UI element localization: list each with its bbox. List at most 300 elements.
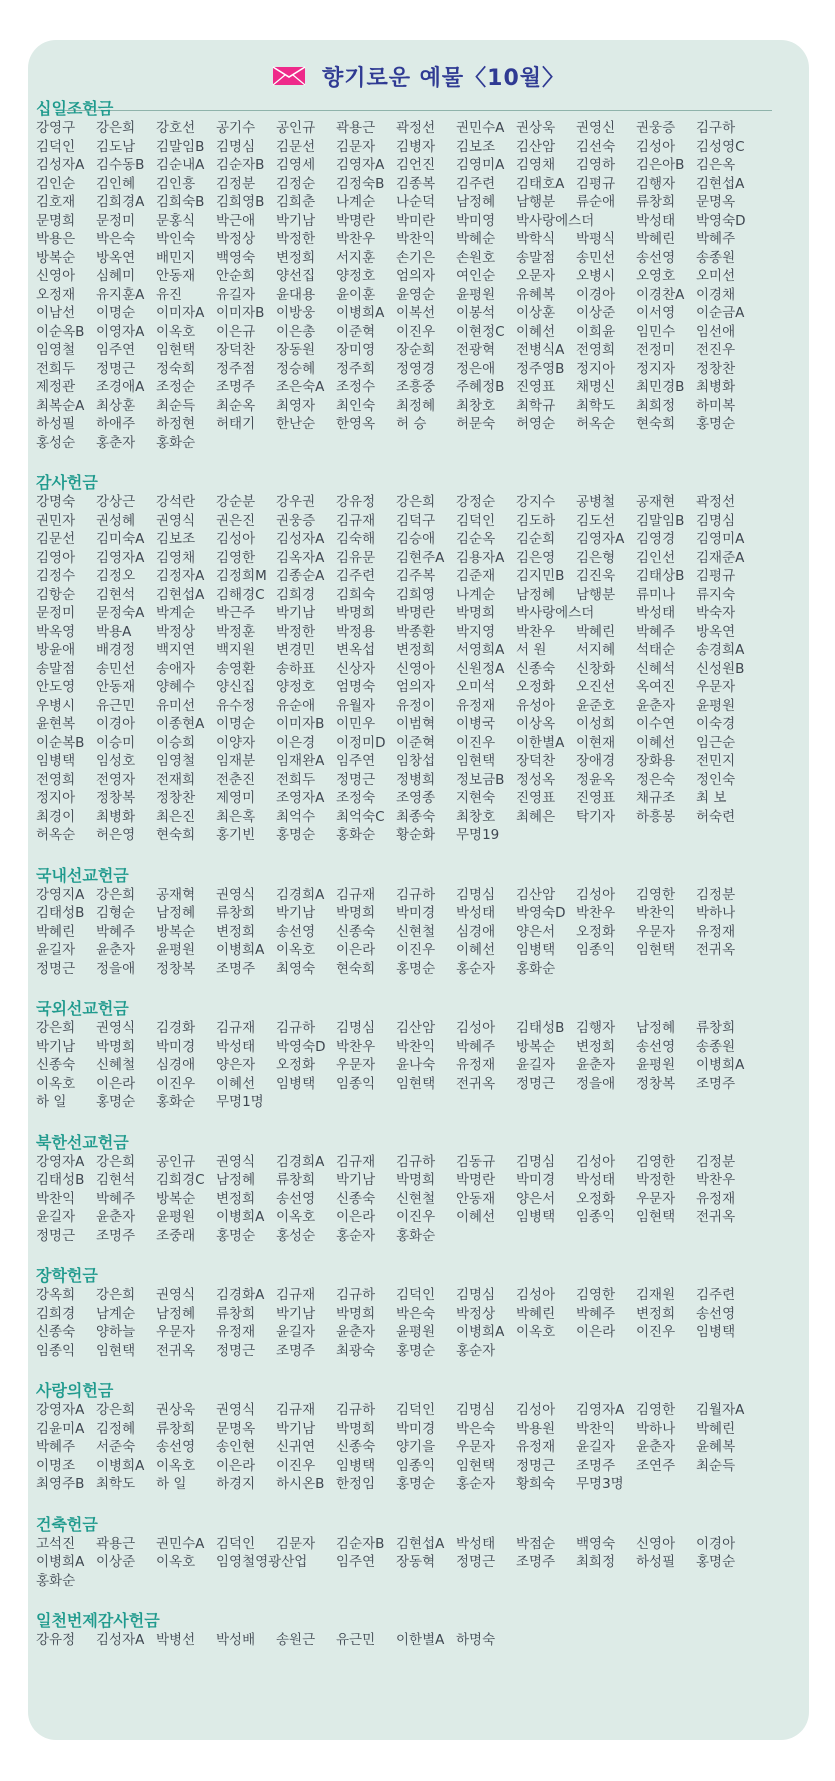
donor-name: 박사랑에스더 xyxy=(516,212,595,229)
donor-name: 김산암 xyxy=(516,886,556,903)
donor-name: 안동재 xyxy=(96,679,136,695)
donor-name: 송종원 xyxy=(696,1038,736,1055)
donor-name: 김영한 xyxy=(636,886,676,903)
donor-name: 김규하 xyxy=(276,1020,316,1036)
donor-name: 김성아 xyxy=(636,138,676,155)
donor-name: 이경아 xyxy=(576,286,616,303)
donor-name: 서영희A xyxy=(456,642,505,658)
donor-name: 오정화 xyxy=(516,679,556,695)
donor-name: 김명심 xyxy=(216,138,256,155)
donor-name: 홍명순 xyxy=(396,960,436,977)
donor-name: 박병선 xyxy=(156,1632,196,1648)
donor-name: 정주희 xyxy=(336,360,376,377)
donor-name: 김순희 xyxy=(516,531,556,547)
donor-name: 김문선 xyxy=(36,531,76,547)
donor-name: 박기남 xyxy=(36,1038,76,1055)
donor-name: 장동원 xyxy=(276,342,316,358)
donor-name: 심경애 xyxy=(456,923,496,940)
donor-name: 박혜주 xyxy=(456,1038,496,1055)
donor-name: 송선영 xyxy=(276,923,316,940)
donor-name: 윤춘자 xyxy=(576,1057,616,1073)
donor-name: 박혜린 xyxy=(696,1420,736,1437)
donor-name: 서 원 xyxy=(516,642,547,658)
donor-name: 류미나 xyxy=(636,586,676,603)
name-list xyxy=(36,1535,756,1591)
donor-name: 김덕인 xyxy=(216,1535,256,1552)
donor-name: 심경애 xyxy=(156,1057,196,1073)
donor-name: 박미영 xyxy=(456,212,496,229)
donor-name: 송하표 xyxy=(276,660,316,677)
donor-name: 조영종 xyxy=(396,790,436,806)
donor-name: 정성옥 xyxy=(516,771,556,788)
donor-name: 임현택 xyxy=(96,1342,136,1359)
donor-name: 변정희 xyxy=(216,1190,256,1207)
donor-name: 나계순 xyxy=(456,586,496,603)
donor-name: 이영자A xyxy=(96,323,145,340)
donor-name: 이봉석 xyxy=(456,305,496,321)
donor-name: 최영숙 xyxy=(276,960,316,977)
donor-name: 조명주 xyxy=(696,1075,736,1092)
section-title: 사랑의헌금 xyxy=(36,1381,114,1400)
donor-name: 박용A xyxy=(96,623,132,640)
offering-section xyxy=(36,1267,756,1360)
donor-name: 강호선 xyxy=(156,120,196,136)
donor-name: 김명심 xyxy=(456,886,496,903)
donor-name: 박명희 xyxy=(336,1420,376,1437)
donor-name: 김재원 xyxy=(636,1287,676,1303)
donor-name: 김경화A xyxy=(216,1287,265,1303)
donor-name: 하경지 xyxy=(216,1476,256,1492)
donor-name: 오미선 xyxy=(696,268,736,284)
donor-name: 이은라 xyxy=(576,1324,616,1340)
donor-name: 변옥섭 xyxy=(336,642,376,658)
donor-name: 우문자 xyxy=(456,1439,496,1455)
donor-name: 김말임B xyxy=(636,512,685,529)
donor-name: 이진우 xyxy=(396,1209,436,1225)
donor-name: 박은숙 xyxy=(456,1420,496,1437)
donor-name: 임현택 xyxy=(396,1075,436,1092)
donor-name: 김태상B xyxy=(636,568,685,584)
donor-name: 이옥호 xyxy=(276,942,316,958)
donor-name: 이진우 xyxy=(636,1324,676,1340)
donor-name: 유정재 xyxy=(696,923,736,940)
donor-name: 권영신 xyxy=(576,120,616,136)
donor-name: 김경희A xyxy=(276,1153,325,1170)
donor-name: 김종순A xyxy=(276,568,325,584)
donor-name: 이진우 xyxy=(396,942,436,958)
donor-name: 이혜선 xyxy=(636,734,676,751)
donor-name: 김규하 xyxy=(396,1153,436,1170)
donor-name: 박찬익 xyxy=(396,1038,436,1055)
donor-name: 이정미D xyxy=(336,734,386,751)
donor-name: 최영자 xyxy=(276,397,316,414)
donor-name: 권성혜 xyxy=(96,512,136,529)
donor-name: 윤길자 xyxy=(276,1324,316,1340)
donor-name: 조흥중 xyxy=(396,379,436,395)
donor-name: 송인현 xyxy=(216,1439,256,1455)
donor-name: 윤춘자 xyxy=(636,697,676,714)
donor-name: 신현철 xyxy=(396,1190,436,1207)
donor-name: 변정희 xyxy=(636,1305,676,1322)
donor-name: 임병택 xyxy=(696,1324,736,1340)
donor-name: 박성태 xyxy=(456,905,496,921)
donor-name: 김현석 xyxy=(96,1172,136,1188)
donor-name: 김인흥 xyxy=(156,175,196,192)
donor-name: 양하늘 xyxy=(96,1324,136,1340)
donor-name: 김태호A xyxy=(516,175,565,192)
donor-name: 홍순자 xyxy=(456,1476,496,1492)
donor-name: 이병희A xyxy=(336,305,385,321)
donor-name: 유정재 xyxy=(216,1324,256,1340)
donor-name: 임종익 xyxy=(396,1457,436,1474)
donor-name: 김정분 xyxy=(696,886,736,903)
donor-name: 임병택 xyxy=(276,1075,316,1092)
donor-name: 이은라 xyxy=(336,942,376,958)
donor-name: 서지혜 xyxy=(576,642,616,658)
donor-name: 강은희 xyxy=(96,1153,136,1170)
donor-name: 양혜수 xyxy=(156,679,196,695)
donor-name: 박정용 xyxy=(336,623,376,640)
donor-name: 심혜미 xyxy=(96,268,136,284)
donor-name: 김규하 xyxy=(336,1287,376,1303)
donor-name: 김정혜 xyxy=(96,1420,136,1437)
donor-name: 강영자A xyxy=(36,1153,85,1170)
donor-name: 고석진 xyxy=(36,1535,76,1552)
donor-name: 홍순자 xyxy=(456,1342,496,1359)
donor-name: 김진욱 xyxy=(576,568,616,584)
donor-name: 김정자A xyxy=(156,568,205,584)
donor-name: 권영식 xyxy=(96,1020,136,1036)
donor-name: 류지숙 xyxy=(696,586,736,603)
donor-name: 박하나 xyxy=(696,905,736,921)
donor-name: 김순자B xyxy=(216,157,265,173)
donor-name: 남계순 xyxy=(96,1305,136,1322)
donor-name: 이승희 xyxy=(156,734,196,751)
donor-name: 류창희 xyxy=(636,194,676,210)
donor-name: 김현석 xyxy=(96,586,136,603)
section-title: 건축헌금 xyxy=(36,1514,98,1534)
donor-name: 이미자B xyxy=(216,305,265,321)
donor-name: 이은라 xyxy=(96,1075,136,1092)
donor-name: 김도남 xyxy=(96,138,136,155)
donor-name: 최복순A xyxy=(36,397,85,414)
donor-name: 최은혹 xyxy=(216,808,256,825)
donor-name: 김규재 xyxy=(216,1020,256,1036)
donor-name: 엄명숙 xyxy=(336,679,376,695)
donor-name: 전진우 xyxy=(696,342,736,358)
donor-name: 김해경C xyxy=(216,586,265,603)
donor-name: 김문선 xyxy=(276,138,316,155)
donor-name: 임종익 xyxy=(576,1209,616,1225)
donor-name: 김보조 xyxy=(156,531,196,547)
donor-name: 홍순자 xyxy=(456,960,496,977)
donor-name: 류창희 xyxy=(216,905,256,921)
donor-name: 최혜은 xyxy=(516,808,556,825)
donor-name: 강순분 xyxy=(216,494,256,510)
donor-name: 김규재 xyxy=(336,512,376,529)
donor-name: 김정순 xyxy=(276,175,316,192)
donor-name: 박혜린 xyxy=(576,623,616,640)
page-title: 향기로운 예물〈10월〉 xyxy=(321,65,566,91)
donor-name: 김주복 xyxy=(396,568,436,584)
donor-name: 김영세 xyxy=(276,157,316,173)
donor-name: 우병시 xyxy=(36,697,76,714)
donor-name: 김문자 xyxy=(336,138,376,155)
donor-name: 박찬우 xyxy=(696,1172,736,1188)
donor-name: 최순옥 xyxy=(216,397,256,414)
donor-name: 변경민 xyxy=(276,642,316,658)
donor-name: 홍명순 xyxy=(216,1227,256,1244)
donor-name: 문홍식 xyxy=(156,212,196,229)
donor-name: 김영채 xyxy=(516,157,556,173)
donor-name: 김유문 xyxy=(336,549,376,566)
name-list xyxy=(36,1019,756,1112)
donor-name: 최창호 xyxy=(456,397,496,414)
donor-name: 남정혜 xyxy=(156,905,196,921)
donor-name: 박찬익 xyxy=(36,1190,76,1207)
donor-name: 강옥희 xyxy=(36,1287,76,1303)
donor-name: 윤현복 xyxy=(36,716,76,732)
donor-name: 신종숙 xyxy=(36,1057,76,1073)
donor-name: 송말점 xyxy=(36,660,76,677)
donor-name: 탁기자 xyxy=(576,808,616,825)
donor-name: 김명심 xyxy=(456,1287,496,1303)
donor-name: 박찬익 xyxy=(636,905,676,921)
donor-name: 변정희 xyxy=(576,1038,616,1055)
offering-section xyxy=(36,100,756,452)
donor-name: 권민자 xyxy=(36,512,76,529)
donor-name: 박성태 xyxy=(456,1535,496,1552)
donor-name: 전춘진 xyxy=(216,771,256,788)
donor-name: 조정순 xyxy=(156,379,196,395)
donor-name: 윤이훈 xyxy=(336,286,376,303)
donor-name: 남정혜 xyxy=(636,1020,676,1036)
donor-name: 김인순 xyxy=(36,175,76,192)
donor-name: 이순옥B xyxy=(36,323,85,340)
donor-name: 김정분 xyxy=(696,1153,736,1170)
donor-name: 이복선 xyxy=(396,305,436,321)
donor-name: 지현숙 xyxy=(456,790,496,806)
donor-name: 김행자 xyxy=(636,175,676,192)
donor-name: 윤혜복 xyxy=(696,1439,736,1455)
name-list xyxy=(36,1631,756,1650)
donor-name: 김희경C xyxy=(156,1172,205,1188)
donor-name: 윤춘자 xyxy=(96,1209,136,1225)
donor-name: 전정미 xyxy=(636,342,676,358)
donor-name: 박미경 xyxy=(516,1172,556,1188)
donor-name: 임종익 xyxy=(336,1075,376,1092)
donor-name: 홍화순 xyxy=(336,827,376,843)
donor-name: 양정호 xyxy=(336,268,376,284)
donor-name: 김덕인 xyxy=(456,512,496,529)
donor-name: 권영식 xyxy=(216,1402,256,1418)
donor-name: 류창희 xyxy=(156,1420,196,1437)
donor-name: 오정재 xyxy=(36,286,76,303)
offering-section xyxy=(36,1612,756,1650)
donor-name: 박찬우 xyxy=(336,231,376,247)
donor-name: 임현택 xyxy=(156,342,196,358)
donor-name: 전재희 xyxy=(156,771,196,788)
donor-name: 박은숙 xyxy=(396,1305,436,1322)
donor-name: 남정혜 xyxy=(516,586,556,603)
donor-name: 최창호 xyxy=(456,808,496,825)
donor-name: 진영표 xyxy=(576,790,616,806)
donor-name: 이상옥 xyxy=(516,716,556,732)
donor-name: 박사랑에스더 xyxy=(516,605,595,621)
donor-name: 우문자 xyxy=(156,1324,196,1340)
donor-name: 무명1명 xyxy=(216,1094,264,1110)
donor-name: 오정화 xyxy=(576,1190,616,1207)
donor-name: 김주련 xyxy=(336,568,376,584)
donor-name: 문명옥 xyxy=(696,194,736,210)
donor-name: 박명희 xyxy=(396,1172,436,1188)
donor-name: 이양자 xyxy=(216,734,256,751)
donor-name: 최종숙 xyxy=(396,808,436,825)
donor-name: 백영숙 xyxy=(576,1535,616,1552)
donor-name: 김동규 xyxy=(456,1153,496,1170)
donor-name: 하 일 xyxy=(36,1094,67,1110)
donor-name: 김성아 xyxy=(216,531,256,547)
donor-name: 박정상 xyxy=(216,231,256,247)
donor-name: 박명란 xyxy=(396,605,436,621)
donor-name: 박정한 xyxy=(636,1172,676,1188)
donor-name: 하미복 xyxy=(696,397,736,414)
donor-name: 홍화순 xyxy=(156,434,196,451)
donor-name: 정명근 xyxy=(456,1554,496,1570)
donor-name: 김순내A xyxy=(156,157,205,173)
donor-name: 임영철영광산업 xyxy=(216,1554,308,1570)
donor-name: 윤나숙 xyxy=(396,1057,436,1073)
donor-name: 조영자A xyxy=(276,790,325,806)
donor-name: 정을애 xyxy=(576,1075,616,1092)
donor-name: 홍명순 xyxy=(396,1342,436,1359)
name-list xyxy=(36,1153,756,1246)
donor-name: 임민수 xyxy=(636,323,676,340)
donor-name: 하성필 xyxy=(636,1554,676,1570)
donor-name: 신원정A xyxy=(456,660,505,677)
donor-name: 최학규 xyxy=(516,397,556,414)
donor-name: 김준재 xyxy=(456,568,496,584)
donor-name: 김영자A xyxy=(576,531,625,547)
donor-name: 권영식 xyxy=(216,1153,256,1170)
donor-name: 김경희A xyxy=(276,886,325,903)
donor-name: 정은숙 xyxy=(636,771,676,788)
donor-name: 권상욱 xyxy=(516,120,556,136)
donor-name: 박영숙D xyxy=(696,212,746,229)
donor-name: 이순금A xyxy=(696,305,745,321)
donor-name: 박성배 xyxy=(216,1632,256,1648)
donor-name: 나계순 xyxy=(336,194,376,210)
donor-name: 이준혁 xyxy=(396,734,436,751)
donor-name: 김수동B xyxy=(96,157,145,173)
donor-name: 임영철 xyxy=(156,753,196,769)
donor-name: 전귀옥 xyxy=(156,1342,196,1359)
donor-name: 이진우 xyxy=(276,1457,316,1474)
donor-name: 강은희 xyxy=(96,1287,136,1303)
donor-name: 류창희 xyxy=(216,1305,256,1322)
donor-name: 변정희 xyxy=(276,249,316,266)
donor-name: 주혜정B xyxy=(456,379,505,395)
donor-name: 김순자B xyxy=(336,1535,385,1552)
donor-name: 이경찬A xyxy=(636,286,685,303)
donor-name: 양은자 xyxy=(216,1057,256,1073)
donor-name: 오정화 xyxy=(276,1057,316,1073)
donor-name: 전영희 xyxy=(36,771,76,788)
donor-name: 채규조 xyxy=(636,790,676,806)
donor-name: 김정오 xyxy=(96,568,136,584)
donor-name: 이진우 xyxy=(396,323,436,340)
donor-name: 이혜선 xyxy=(216,1075,256,1092)
donor-name: 석태순 xyxy=(636,642,676,658)
donor-name: 조정수 xyxy=(336,379,376,395)
donor-name: 옥여진 xyxy=(636,679,676,695)
donor-name: 조연주 xyxy=(636,1457,676,1474)
donor-name: 신영아 xyxy=(396,660,436,677)
donor-name: 김월자A xyxy=(696,1402,745,1418)
donor-name: 임영철 xyxy=(36,342,76,358)
donor-name: 이옥호 xyxy=(156,1457,196,1474)
donor-name: 정영경 xyxy=(396,360,436,377)
donor-name: 이한별A xyxy=(396,1632,445,1648)
donor-name: 황희숙 xyxy=(516,1476,556,1492)
donor-name: 정윤옥 xyxy=(576,771,616,788)
donor-name: 공병철 xyxy=(576,494,616,510)
donor-name: 김희영B xyxy=(216,194,265,210)
donor-name: 유정재 xyxy=(456,697,496,714)
donor-name: 허영순 xyxy=(516,416,556,432)
offering-section xyxy=(36,1382,756,1494)
donor-name: 윤평원 xyxy=(156,1209,196,1225)
donor-name: 권영식 xyxy=(216,886,256,903)
donor-name: 임종익 xyxy=(576,942,616,958)
donor-name: 신상자 xyxy=(336,660,376,677)
donor-name: 정지아 xyxy=(576,360,616,377)
donor-name: 김용자A xyxy=(456,549,505,566)
donor-name: 장덕찬 xyxy=(216,342,256,358)
donor-name: 김윤미A xyxy=(36,1420,85,1437)
donor-name: 이병희A xyxy=(96,1457,145,1474)
donor-name: 박정상 xyxy=(156,623,196,640)
donor-name: 우문자 xyxy=(336,1057,376,1073)
donor-name: 권상욱 xyxy=(156,1402,196,1418)
donor-name: 한영옥 xyxy=(336,416,376,432)
donor-name: 류순애 xyxy=(576,194,616,210)
donor-name: 하흥봉 xyxy=(636,808,676,825)
donor-name: 김도하 xyxy=(516,512,556,529)
donor-name: 나순덕 xyxy=(396,194,436,210)
donor-name: 이경아 xyxy=(96,716,136,732)
donor-name: 방복순 xyxy=(156,923,196,940)
donor-name: 김덕구 xyxy=(396,512,436,529)
donor-name: 이옥호 xyxy=(516,1324,556,1340)
donor-name: 김순옥 xyxy=(456,531,496,547)
donor-name: 현숙희 xyxy=(636,416,676,432)
donor-name: 손기은 xyxy=(396,249,436,266)
donor-name: 김성영C xyxy=(696,138,745,155)
donor-name: 윤영순 xyxy=(396,286,436,303)
donor-name: 김호재 xyxy=(36,194,76,210)
donor-name: 임현택 xyxy=(636,1209,676,1225)
donor-name: 박찬익 xyxy=(576,1420,616,1437)
donor-name: 강영구 xyxy=(36,120,76,136)
donor-name: 박성태 xyxy=(636,212,676,229)
donor-name: 방옥연 xyxy=(696,623,736,640)
donor-name: 홍명순 xyxy=(696,1554,736,1570)
donor-name: 강유정 xyxy=(336,494,376,510)
donor-name: 신성원B xyxy=(696,660,745,677)
donor-name: 전귀옥 xyxy=(696,1209,736,1225)
donor-name: 오병시 xyxy=(576,268,616,284)
